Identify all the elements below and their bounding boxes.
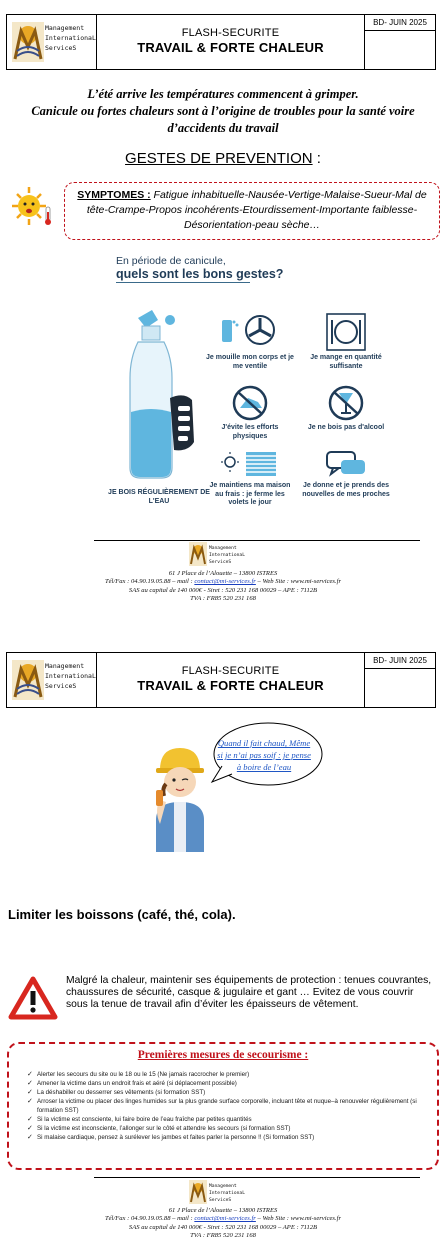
fan-spray-icon — [220, 312, 280, 352]
tip-text: Je mange en quantité suffisante — [310, 354, 382, 370]
footer-tva: TVA : FR85 520 231 168 — [190, 1232, 256, 1240]
document-date: BD- JUIN 2025 — [365, 18, 435, 31]
footer-logo-word: ServiceS — [209, 1198, 232, 1203]
list-item-text: La déshabiller ou desserrer ses vêtements (si formation SST) — [37, 1089, 206, 1096]
flash-label: FLASH-SECURITE — [181, 27, 280, 39]
tip-text: J'évite les efforts physiques — [221, 424, 279, 440]
check-icon: ✓ — [27, 1125, 33, 1132]
date-cell — [365, 15, 435, 69]
logo-cell — [7, 653, 97, 707]
symptomes-label: SYMPTOMES : — [77, 189, 151, 201]
logo-word: ServiceS — [45, 44, 77, 52]
worker-drinking-icon — [146, 740, 214, 852]
page-separator — [0, 625, 446, 640]
page-1 — [0, 0, 446, 625]
check-icon: ✓ — [27, 1071, 33, 1078]
footer-address: 61 J Place de l’Alouette – 13800 ISTRES — [168, 1207, 278, 1214]
list-item — [27, 1070, 431, 1079]
canicule-subtitle: En période de canicule, — [116, 255, 226, 267]
footer-contact — [0, 1215, 446, 1223]
list-item-text: Si la victime est inconsciente, l’allonger sur le côté et attendre les secours (si formation SST) — [37, 1125, 291, 1132]
tip-text: Je ne bois pas d'alcool — [307, 424, 385, 431]
list-item-text: Amener la victime dans un endroit frais et aéré (si déplacement possible) — [37, 1080, 237, 1087]
gestes-heading — [0, 150, 446, 167]
divider — [116, 282, 250, 283]
check-icon: ✓ — [27, 1080, 33, 1087]
water-bottle-icon — [108, 302, 208, 482]
tip-text: Je mouille mon corps et je me ventile — [206, 354, 294, 370]
date-cell — [365, 653, 435, 707]
intro-line: d’accidents du travail — [167, 121, 279, 135]
logo-word: Management — [45, 24, 85, 32]
intro-text — [10, 86, 436, 137]
intro-line: Canicule ou fortes chaleurs sont à l’origine de troubles pour la santé voire — [31, 104, 415, 118]
footer-text — [0, 1207, 446, 1241]
shutters-icon — [220, 450, 280, 480]
footer-logo-word: InternationaL — [209, 1191, 245, 1196]
tip-text: Je donne et je prends des nouvelles de mes proches — [302, 482, 390, 498]
footer-contact-prefix: Tél/Fax : 04.90.19.05.88 – mail : — [104, 578, 195, 586]
logo-word: InternationaL — [45, 672, 96, 680]
title-cell — [97, 15, 365, 69]
title-cell — [97, 653, 365, 707]
list-item-text: Alerter les secours du site ou le 18 ou le 15 (Ne jamais raccrocher le premier) — [37, 1071, 250, 1078]
list-item-text: Si malaise cardiaque, pensez à surélever les jambes et faites parler la personne !! (Si formation SST) — [37, 1134, 315, 1141]
tip-text: Je maintiens ma maison au frais : je ferme les volets le jour — [209, 482, 291, 506]
footer-email-link[interactable]: contact@mi-services.fr — [194, 578, 256, 586]
footer-logo-word: InternationaL — [209, 553, 245, 558]
footer-logo-icon — [188, 540, 245, 568]
document-title: TRAVAIL & FORTE CHALEUR — [137, 678, 324, 693]
tip-ventile — [206, 312, 294, 371]
secourisme-title: Premières mesures de secourisme : — [137, 1049, 309, 1061]
tip-volets — [206, 450, 294, 508]
document-header — [6, 14, 436, 70]
canicule-heading — [116, 255, 283, 281]
list-item — [27, 1097, 431, 1115]
footer-logo-word: Management — [209, 546, 237, 551]
company-logo-icon — [11, 659, 45, 701]
logo-cell — [7, 15, 97, 69]
plate-icon — [324, 312, 368, 352]
tip-manger — [302, 312, 390, 371]
no-alcohol-icon — [324, 384, 368, 422]
list-item — [27, 1115, 431, 1124]
footer-divider — [94, 1177, 420, 1178]
list-item — [27, 1124, 431, 1133]
tip-proches — [302, 450, 390, 499]
logo-wordmark — [45, 23, 96, 53]
check-icon: ✓ — [27, 1116, 33, 1123]
footer-tva: TVA : FR85 520 231 168 — [190, 595, 256, 603]
logo-word: Management — [45, 662, 85, 670]
logo-word: InternationaL — [45, 34, 96, 42]
limiter-heading: Limiter les boissons (café, thé, cola). — [8, 907, 236, 922]
gestes-colon: : — [312, 150, 321, 167]
document-title: TRAVAIL & FORTE CHALEUR — [137, 40, 324, 55]
footer-website: – Web Site : www.mi-services.fr — [255, 578, 342, 586]
bottle-caption: JE BOIS RÉGULIÈREMENT DE L'EAU — [108, 489, 210, 505]
footer-sas: SAS au capital de 140 000€ - Siret : 520 231 168 00029 – APE : 7112B — [128, 586, 318, 594]
symptomes-box — [64, 182, 440, 240]
footer-sas: SAS au capital de 140 000€ - Siret : 520 231 168 00029 – APE : 7112B — [128, 1223, 318, 1231]
warning-text: Malgré la chaleur, maintenir ses équipements de protection : tenues couvrantes, chaussures de sécurité, casque & jugulaire et gant … Evitez de vous couvrir sous la tenue de travail afin d’éviter les épaisseurs de vêtement. — [66, 975, 432, 1010]
footer-contact-prefix: Tél/Fax : 04.90.19.05.88 – mail : — [104, 1215, 195, 1223]
list-item — [27, 1079, 431, 1088]
tip-alcool — [302, 384, 390, 433]
footer-website: – Web Site : www.mi-services.fr — [255, 1215, 342, 1223]
no-sport-icon — [228, 384, 272, 422]
footer-divider — [94, 540, 420, 541]
footer-email-link[interactable]: contact@mi-services.fr — [194, 1215, 256, 1223]
footer-logo-word: Management — [209, 1184, 237, 1189]
list-item-text: Si la victime est consciente, lui faire boire de l’eau fraîche par petites quantités — [37, 1116, 252, 1123]
footer-contact — [0, 578, 446, 586]
logo-wordmark — [45, 661, 96, 691]
check-icon: ✓ — [27, 1089, 33, 1096]
list-item-text: Arroser la victime ou placer des linges humides sur la plus grande surface corporelle, incluant tête et nuque–à renouveler régulièrement (si formation SST) — [37, 1098, 417, 1114]
chat-icon — [323, 450, 369, 480]
logo-word: ServiceS — [45, 682, 77, 690]
footer-address: 61 J Place de l’Alouette – 13800 ISTRES — [168, 570, 278, 577]
document-header — [6, 652, 436, 708]
canicule-title: quels sont les bons gestes? — [116, 267, 284, 281]
secourisme-box — [7, 1042, 439, 1170]
footer-logo-icon — [188, 1178, 245, 1206]
list-item — [27, 1088, 431, 1097]
gestes-title: GESTES DE PREVENTION — [125, 150, 313, 167]
hot-sun-icon — [10, 185, 54, 229]
check-icon: ✓ — [27, 1098, 33, 1105]
tip-efforts — [206, 384, 294, 441]
company-logo-icon — [11, 21, 45, 63]
page-2 — [0, 640, 446, 1259]
symptomes-text: Fatigue inhabituelle-Nausée-Vertige-Malaise-Sueur-Mal de tête-Crampe-Propos incohérents-Etourdissement-Importante faiblesse-Désorientation-peau sèche… — [86, 189, 427, 231]
bubble-text: Quand il fait chaud, Même si je n’ai pas soif : je pense à boire de l’eau — [217, 738, 311, 772]
document-date: BD- JUIN 2025 — [365, 656, 435, 669]
flash-label: FLASH-SECURITE — [181, 665, 280, 677]
footer-logo-word: ServiceS — [209, 560, 232, 565]
intro-line: L’été arrive les températures commencent à grimper. — [87, 87, 359, 101]
footer-text — [0, 570, 446, 604]
secourisme-list — [27, 1070, 431, 1142]
check-icon: ✓ — [27, 1134, 33, 1141]
list-item — [27, 1133, 431, 1142]
warning-icon — [8, 976, 58, 1020]
